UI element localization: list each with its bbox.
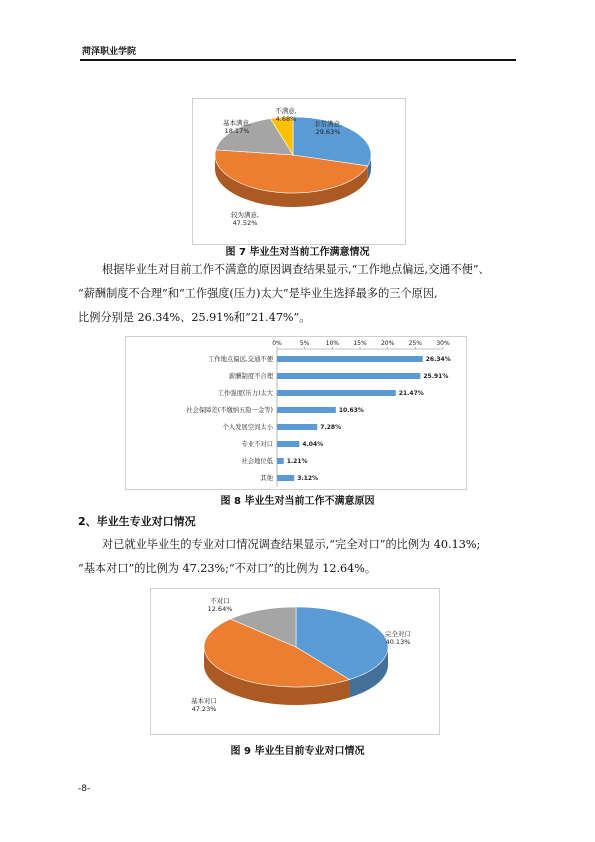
pie-label-value: 18.17%: [224, 127, 250, 135]
page-header-institution: 菏泽职业学院: [82, 47, 137, 57]
pie-label-name: 完全对口: [385, 630, 411, 638]
category-label: 其他: [260, 475, 273, 483]
x-tick-label: 30%: [436, 340, 450, 347]
x-tick-label: 5%: [299, 340, 310, 347]
category-label: 薪酬制度不合理: [228, 373, 273, 381]
paragraph-line: “薪酬制度不合理”和“工作强度(压力)太大”是毕业生选择最多的三个原因,: [78, 287, 438, 300]
bar: [277, 424, 317, 430]
pie-label-name: 较为满意,: [230, 211, 260, 219]
figure8-caption: 图 8 毕业生对当前工作不满意原因: [220, 496, 375, 507]
paragraph-line: 比例分别是 26.34%、25.91%和“21.47%”。: [78, 311, 311, 324]
x-tick-label: 0%: [272, 340, 282, 347]
x-tick-label: 25%: [408, 340, 423, 347]
paragraph-line: 根据毕业生对目前工作不满意的原因调查结果显示,“工作地点偏远,交通不便”、: [102, 263, 490, 276]
category-label: 工作地点偏远,交通不便: [208, 356, 273, 364]
data-label: 1.21%: [286, 458, 308, 466]
pie-label-name: 不对口: [210, 597, 230, 605]
data-label: 4.04%: [302, 441, 324, 449]
category-label: 社会地位低: [241, 458, 273, 466]
paragraph-major-match: [78, 533, 518, 581]
bar: [277, 441, 299, 447]
figure7-caption: 图 7 毕业生对当前工作满意情况: [225, 247, 370, 258]
data-label: 21.47%: [398, 390, 424, 398]
bar: [277, 390, 396, 396]
section-title: 2、毕业生专业对口情况: [78, 515, 196, 528]
header-rule: [80, 59, 516, 61]
pie-label-value: 12.64%: [207, 605, 233, 613]
figure8-chart: [125, 336, 467, 490]
x-tick-label: 20%: [380, 340, 395, 347]
pie-label-value: 47.23%: [191, 705, 217, 713]
bar: [277, 407, 336, 413]
bar: [277, 458, 284, 464]
figure7-chart: [192, 98, 406, 245]
category-label: 个人发展空间太小: [222, 424, 273, 432]
pie-label-name: 非常满意,: [313, 120, 343, 128]
bar: [277, 475, 294, 481]
category-label: 社会保障差(不缴纳五险一金等): [186, 407, 273, 415]
pie-label-value: 4.68%: [275, 115, 297, 123]
data-label: 25.91%: [423, 373, 449, 381]
pie-label-name: 基本满意,: [222, 119, 252, 127]
paragraph-line: “基本对口”的比例为 47.23%;“不对口”的比例为 12.64%。: [78, 562, 377, 575]
category-label: 工作强度(压力)太大: [217, 390, 273, 398]
pie-label-name: 基本对口: [191, 697, 217, 705]
category-label: 专业不对口: [241, 441, 273, 449]
pie-label-value: 47.52%: [232, 219, 258, 227]
data-label: 26.34%: [425, 356, 451, 364]
data-label: 10.63%: [338, 407, 364, 415]
figure9-chart: [150, 588, 440, 735]
x-tick-label: 10%: [325, 340, 340, 347]
paragraph-line: 对已就业毕业生的专业对口情况调查结果显示,“完全对口”的比例为 40.13%;: [102, 538, 481, 551]
data-label: 7.28%: [320, 424, 342, 432]
pie-label-value: 29.63%: [315, 128, 341, 136]
data-label: 3.12%: [297, 475, 319, 483]
x-tick-label: 15%: [353, 340, 367, 347]
bar: [277, 373, 420, 379]
paragraph-dissatisfaction: [78, 258, 518, 330]
pie-label-value: 40.13%: [385, 638, 411, 646]
bar: [277, 356, 423, 362]
figure9-caption: 图 9 毕业生目前专业对口情况: [230, 746, 365, 757]
page-number: -8-: [78, 784, 91, 794]
pie-label-name: 不满意,: [275, 107, 297, 115]
